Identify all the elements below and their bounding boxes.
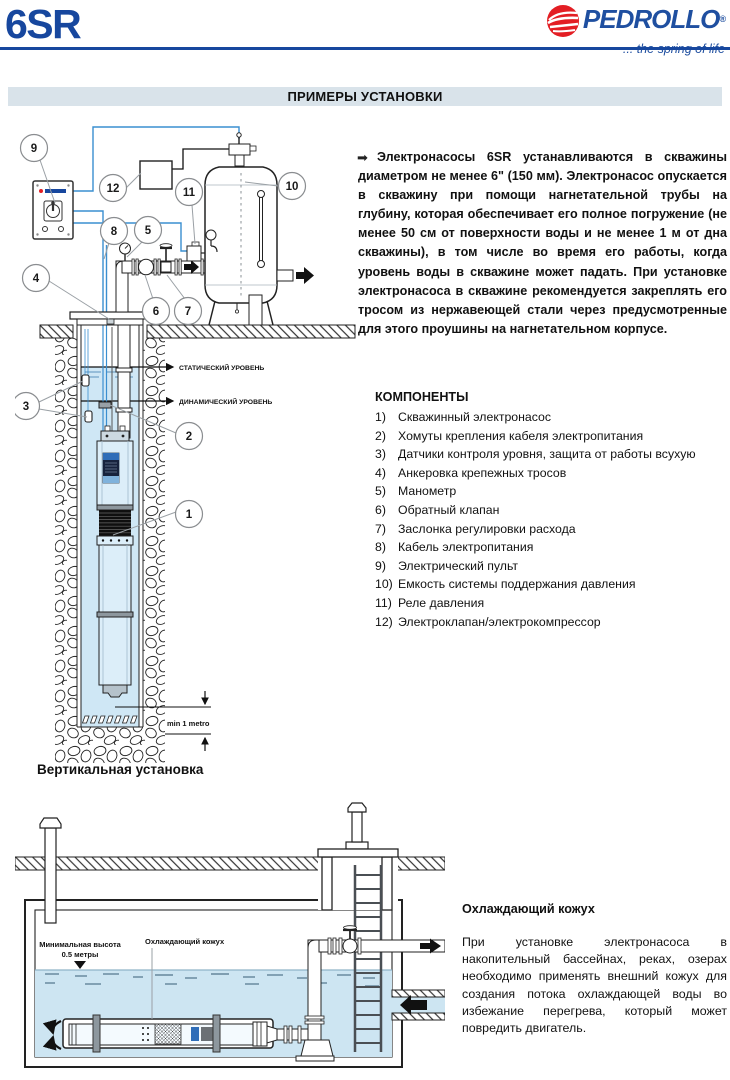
svg-text:12: 12	[106, 183, 120, 195]
svg-text:9: 9	[30, 143, 38, 155]
components-list	[375, 408, 727, 631]
ground-hatch	[147, 325, 355, 338]
list-item: 9) Электрический пульт	[375, 558, 519, 573]
svg-text:11: 11	[182, 187, 196, 199]
submersible-pump	[97, 426, 133, 697]
pressure-tank	[184, 133, 314, 325]
svg-text:4: 4	[32, 273, 40, 285]
callout-3	[15, 393, 40, 420]
riser-pipe	[118, 325, 130, 438]
jacket-label: Охлаждающий кожух	[145, 937, 225, 946]
components-heading: КОМПОНЕНТЫ	[375, 390, 469, 404]
pump-label	[191, 1027, 199, 1041]
cable-clamp	[99, 402, 111, 408]
svg-text:6: 6	[152, 306, 160, 318]
list-item: 8) Кабель электропитания	[375, 540, 534, 555]
callout-6	[143, 298, 170, 325]
check-valve	[139, 259, 154, 275]
level-probe	[82, 375, 89, 386]
tank-top-fittings	[229, 133, 256, 166]
brand-wordmark: PEDROLLO®	[582, 4, 725, 34]
paragraph-arrow-icon: ➡	[357, 150, 368, 165]
vertical-diagram-caption: Вертикальная установка	[37, 762, 204, 777]
callout-7	[175, 298, 202, 325]
compressor-line	[172, 149, 235, 169]
control-panel	[33, 181, 73, 239]
page-title: 6SR	[5, 1, 81, 47]
pedrollo-ball-icon	[546, 3, 580, 44]
manhole	[318, 803, 398, 910]
list-item: 5) Манометр	[375, 484, 457, 499]
solenoid-box	[140, 161, 172, 189]
min-height-label-line1: Минимальная высота	[39, 940, 121, 949]
pressure-switch	[187, 242, 205, 261]
list-item: 1) Скважинный электронасос	[375, 410, 552, 424]
cooling-jacket-pump	[53, 1015, 273, 1052]
svg-text:2: 2	[185, 431, 193, 443]
pipe-support	[301, 1040, 333, 1056]
dynamic-level-label: ДИНАМИЧЕСКИЙ УРОВЕНЬ	[179, 399, 273, 406]
svg-text:3: 3	[22, 401, 30, 413]
ground-hatch	[392, 857, 445, 870]
callout-1	[176, 501, 203, 528]
svg-text:7: 7	[184, 306, 192, 318]
horizontal-installation-diagram	[15, 790, 445, 1080]
section-title-bar: ПРИМЕРЫ УСТАНОВКИ	[8, 87, 722, 106]
callout-4	[23, 265, 50, 292]
min-depth-label: min 1 metro	[167, 719, 210, 728]
pressure-gauge	[120, 243, 131, 261]
list-item: 12) Электроклапан/электрокомпрессор	[375, 614, 601, 629]
list-item: 7) Заслонка регулировки расхода	[375, 521, 576, 536]
tank-support	[249, 295, 262, 325]
callout-10	[279, 173, 306, 200]
svg-text:10: 10	[285, 181, 299, 193]
list-item: 2) Хомуты крепления кабеля электропитания	[375, 428, 644, 443]
tank-outlet	[277, 270, 293, 281]
static-level-label: СТАТИЧЕСКИЙ УРОВЕНЬ	[179, 365, 265, 372]
rope-anchor	[107, 319, 114, 324]
registered-mark: ®	[719, 14, 725, 24]
svg-text:8: 8	[110, 226, 118, 238]
callout-9	[21, 135, 48, 162]
callout-11	[176, 179, 203, 206]
ground-hatch	[15, 857, 322, 870]
callout-8	[101, 218, 128, 245]
pump-screen	[155, 1024, 181, 1044]
pipe-coupling	[116, 368, 132, 372]
callout-2	[176, 423, 203, 450]
svg-text:5: 5	[144, 225, 152, 237]
inlet-pipe	[392, 990, 445, 1020]
outlet-arrow	[296, 267, 314, 284]
list-item: 4) Анкеровка крепежных тросов	[375, 465, 567, 480]
cooling-heading: Охлаждающий кожух	[462, 902, 595, 916]
svg-text:1: 1	[185, 509, 193, 521]
gate-valve	[160, 244, 172, 272]
callout-12	[100, 175, 127, 202]
wellhead	[70, 312, 150, 325]
jacket-clamp	[93, 1015, 100, 1052]
jacket-clamp	[213, 1015, 220, 1052]
ground-hatch	[40, 325, 73, 338]
callout-5	[135, 217, 162, 244]
cooling-paragraph: При установке электронасоса в накопительный бассейнах, реках, озерах необходимо применять внешний кожух для создания потока охлаждающей воды во избежание перегрева, который может повредить двигатель.	[462, 935, 727, 1036]
list-item: 10) Емкость системы поддержания давления	[375, 577, 636, 592]
vertical-installation-diagram	[15, 115, 360, 765]
list-item: 6) Обратный клапан	[375, 502, 500, 517]
list-item: 11) Реле давления	[375, 595, 485, 610]
min-height-label-line2: 0.5 метры	[61, 950, 99, 959]
header-rule	[0, 47, 730, 50]
intro-paragraph: Электронасосы 6SR устанавливаются в скважины диаметром не менее 6" (150 мм). Электронасос опускается в скважину при помощи нагнетательной трубы на глубину, которая обеспечивает его полное погружение (не менее 50 см от поверхности воды и не менее 1 м от дна скважины), в том числе во время его работы, когда уровень воды в скважине может падать. При установке электронасоса в скважине рекомендуется закреплять его тросом из нержавеющей стали через предусмотренные для этого проушины на нагнетательном корпусе.	[358, 150, 727, 336]
manhole-cover	[318, 849, 398, 857]
list-item: 3) Датчики контроля уровня, защита от работы всухую	[375, 447, 696, 462]
